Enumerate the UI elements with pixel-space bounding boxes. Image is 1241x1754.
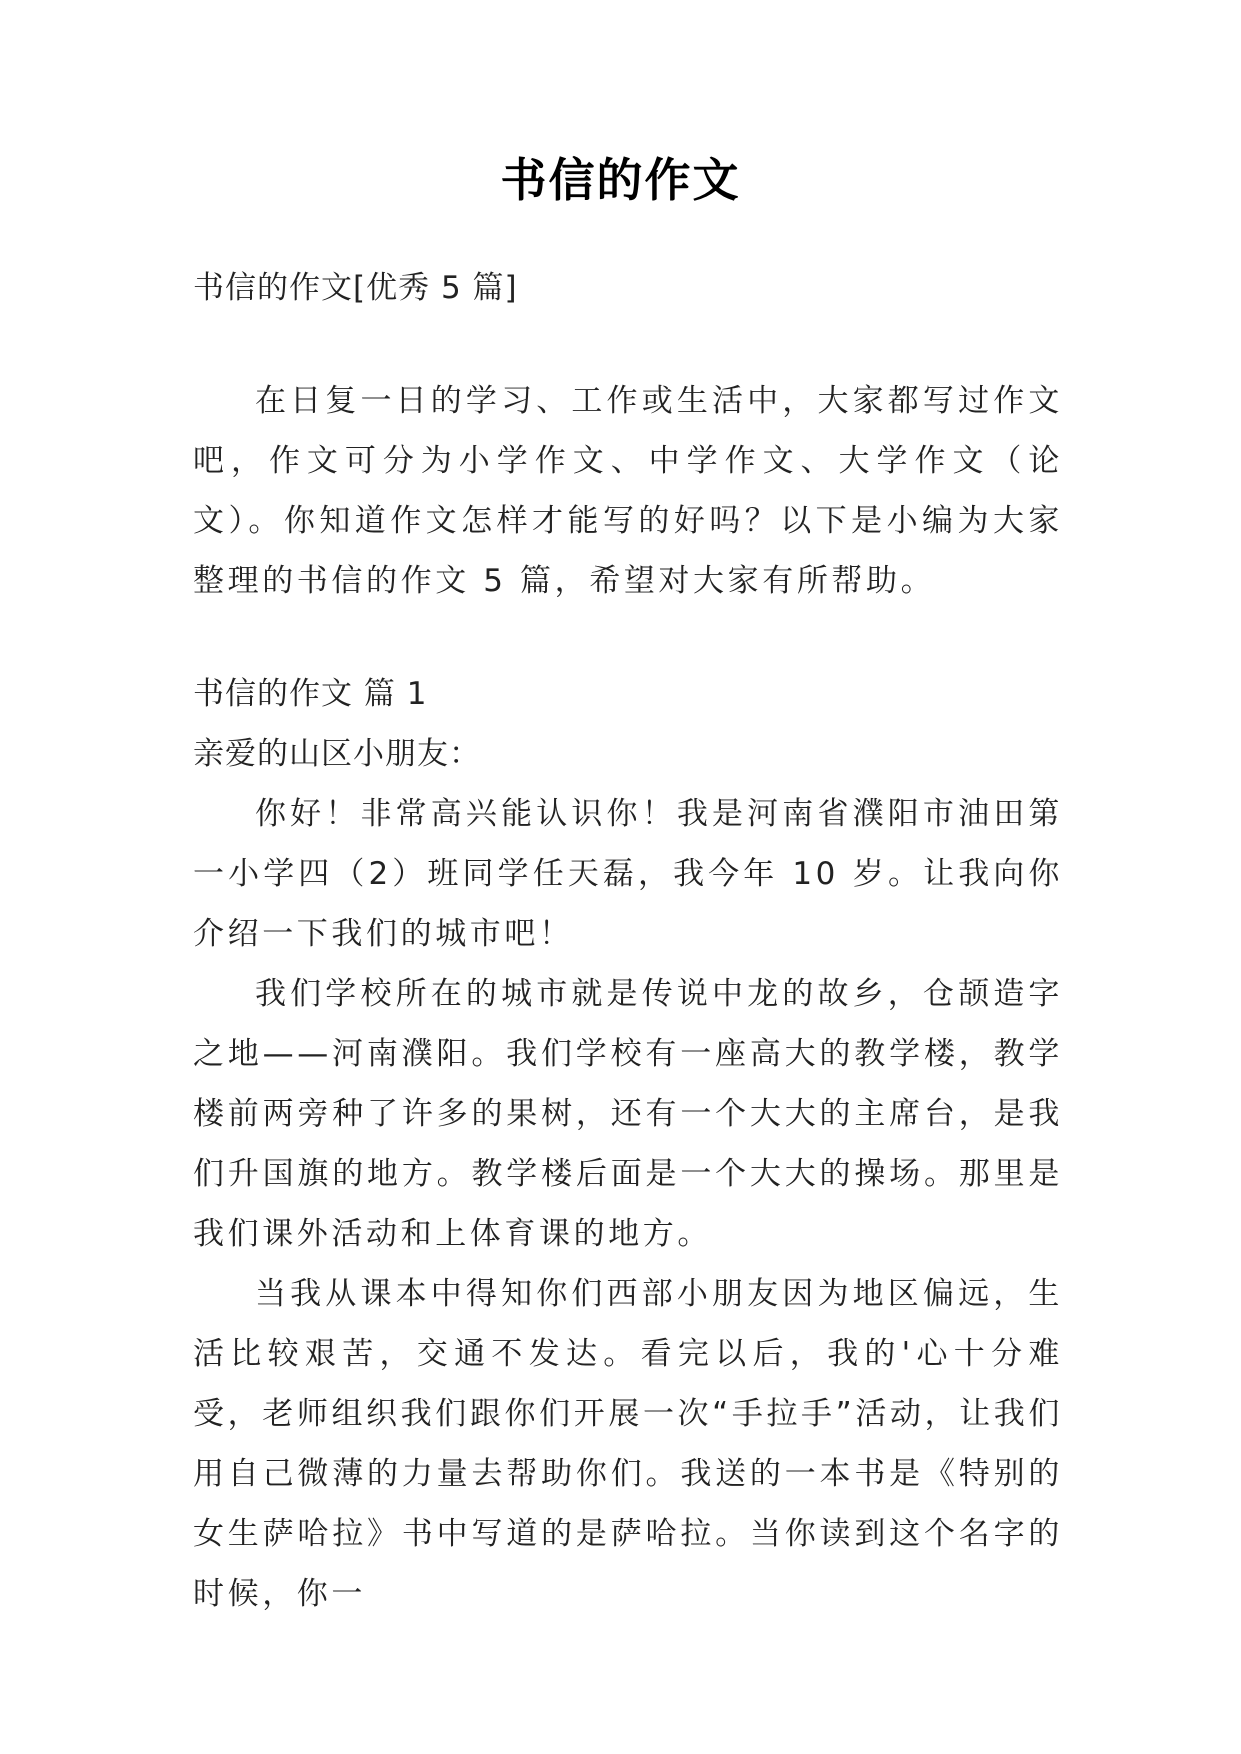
document-body	[193, 258, 1063, 1624]
section-heading: 书信的作文 篇 1	[193, 676, 428, 712]
letter-paragraph: 你好！非常高兴能认识你！我是河南省濮阳市油田第一小学四（2）班同学任天磊，我今年 10 岁。让我向你介绍一下我们的城市吧！	[193, 796, 1063, 952]
letter-salutation: 亲爱的山区小朋友：	[193, 736, 481, 772]
document-title: 书信的作文	[500, 153, 741, 207]
document-subtitle: 书信的作文[优秀 5 篇]	[193, 270, 518, 306]
letter-paragraph: 我们学校所在的城市就是传说中龙的故乡，仓颉造字之地——河南濮阳。我们学校有一座高大的教学楼，教学楼前两旁种了许多的果树，还有一个大大的主席台，是我们升国旗的地方。教学楼后面是一个大大的操场。那里是我们课外活动和上体育课的地方。	[193, 976, 1063, 1252]
letter-paragraph: 当我从课本中得知你们西部小朋友因为地区偏远，生活比较艰苦，交通不发达。看完以后，我的'心十分难受，老师组织我们跟你们开展一次“手拉手”活动，让我们用自己微薄的力量去帮助你们。我送的一本书是《特别的女生萨哈拉》书中写道的是萨哈拉。当你读到这个名字的时候，你一	[193, 1276, 1063, 1612]
intro-paragraph: 在日复一日的学习、工作或生活中，大家都写过作文吧，作文可分为小学作文、中学作文、大学作文（论文）。你知道作文怎样才能写的好吗？以下是小编为大家整理的书信的作文 5 篇，希望对大家有所帮助。	[193, 383, 1063, 599]
